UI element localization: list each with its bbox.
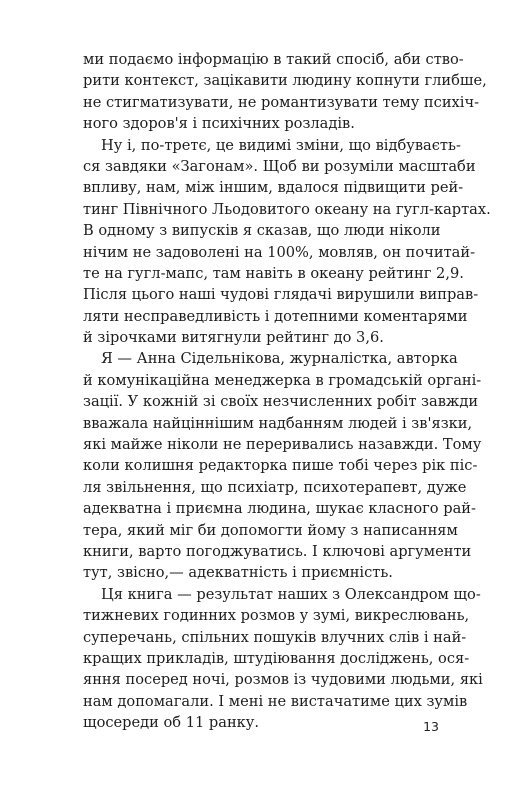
text-line: нам допомагали. І мені не вистачатиме цих зумів [83,692,468,710]
text-line: тинг Північного Льодовитого океану на гугл-картах. [83,200,491,218]
text-line: тут, звісно,— адекватність і приємність. [83,564,393,582]
text-line: яння посеред ночі, розмов із чудовими людьми, які [83,671,483,689]
text-line: не стигматизувати, не романтизувати тему психіч- [83,93,480,111]
text-line: ляти несправедливість і дотепними коментарями [83,307,468,325]
text-line: ми подаємо інформацію в такий спосіб, аби ство- [83,51,464,68]
text-line: щосереди об 11 ранку. [83,714,260,732]
text-line: Ну і, по-третє, це видимі зміни, що відбуваєть- [101,136,461,154]
paragraph [83,584,483,734]
paragraph [83,348,482,583]
text-line: тижневих годинних розмов у зумі, викреслювань, [83,607,470,625]
text-line: Я — Анна Сідельнікова, журналістка, авторка [101,350,458,368]
text-line: ного здоров'я і психічних розладів. [83,115,355,133]
text-line: ся завдяки «Загонам». Щоб ви розуміли масштаби [83,157,476,175]
text-line: адекватна і приємна людина, шукає класного рай- [83,500,476,518]
text-line: зації. У кожній зі своїх незчисленних робіт завжди [83,393,479,411]
text-line: вважала найціннішим надбанням людей і зв'язки, [83,414,473,432]
text-line: суперечань, спільних пошуків влучних слів і най- [83,628,467,646]
text-line: те на гугл-мапс, там навіть в океану рейтинг 2,9. [83,264,464,282]
text-line: й зірочками витягнули рейтинг до 3,6. [83,329,384,347]
text-line: впливу, нам, між іншим, вдалося підвищити рей- [83,179,464,197]
text-line: ля звільнення, що психіатр, психотерапевт, дуже [83,478,467,496]
paragraph [83,49,487,135]
text-line: Ця книга — результат наших з Олександром що- [101,585,481,603]
page-number: 13 [423,719,439,734]
paragraph [83,135,491,349]
text-line: які майже ніколи не переривались назавжди. Тому [83,436,482,454]
text-line: коли колишня редакторка пише тобі через рік піс- [83,457,478,475]
text-line: нічим не задоволені на 100%, мовляв, он почитай- [83,243,476,261]
text-line: тера, який міг би допомогти йому з написанням [83,521,458,539]
text-line: й комунікаційна менеджерка в громадській органі- [83,371,482,389]
text-line: Після цього наші чудові глядачі вирушили виправ- [83,286,479,304]
text-line: рити контекст, зацікавити людину копнути глибше, [83,72,487,90]
text-line: книги, варто погоджуватись. І ключові аргументи [83,542,472,560]
text-line: кращих прикладів, штудіювання досліджень, ося- [83,649,470,667]
body-text [83,49,491,734]
text-line: В одному з випусків я сказав, що люди ніколи [83,222,441,240]
